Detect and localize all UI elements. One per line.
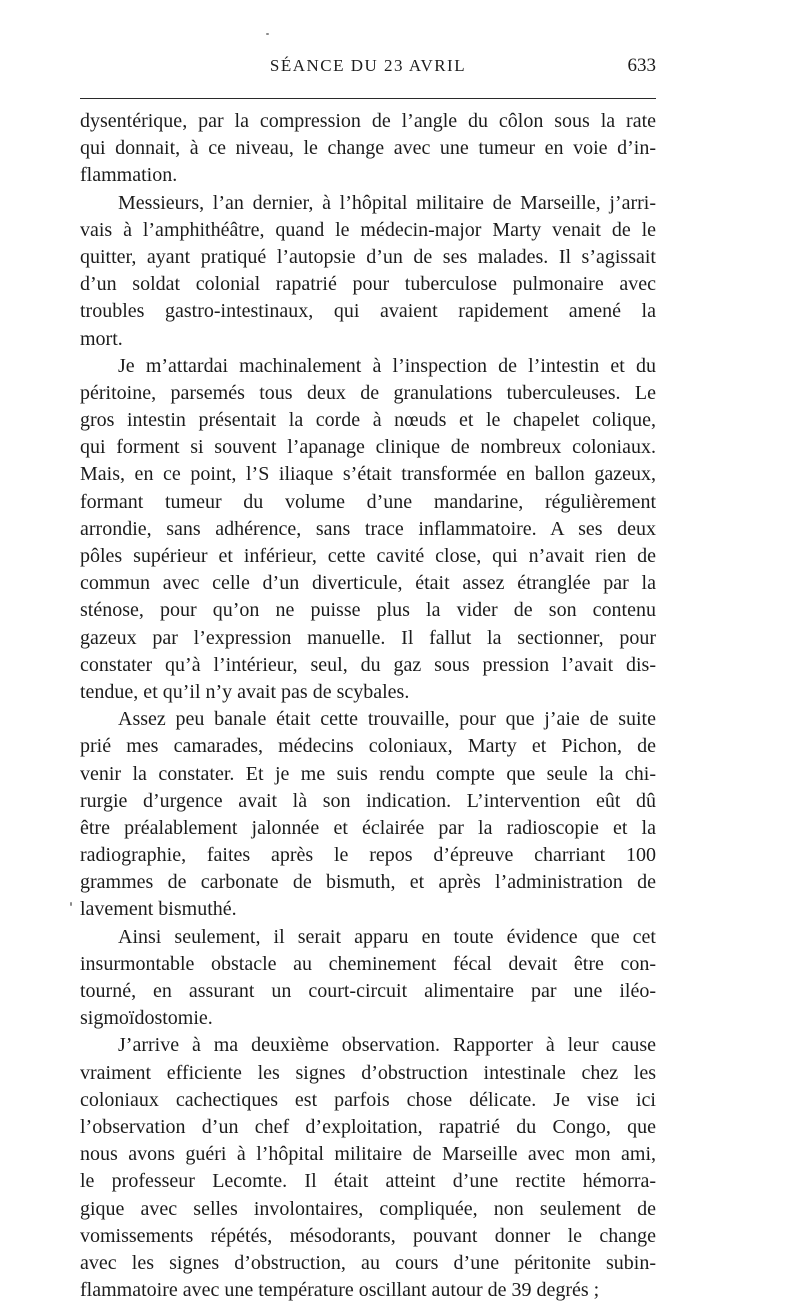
text-line: tourné, en assurant un court-circuit alimentaire par une iléo- [80, 980, 656, 1002]
text-line: le professeur Lecomte. Il était atteint d’une rectite hémorra- [80, 1170, 656, 1193]
text-line: l’observation d’un chef d’exploitation, rapatrié du Congo, que [80, 1115, 656, 1138]
running-title: SÉANCE DU 23 AVRIL [269, 56, 467, 75]
print-speck [266, 33, 269, 35]
text-line: Je m’attardai machinalement à l’inspection de l’intestin et du [118, 354, 656, 377]
text-line: qui donnait, à ce niveau, le change avec une tumeur en voie d’in- [80, 137, 656, 160]
text-line: avec les signes d’obstruction, au cours d’une péritonite subin- [80, 1251, 656, 1274]
text-line: nous avons guéri à l’hôpital militaire de Marseille avec mon ami, [80, 1143, 656, 1166]
text-line: vais à l’amphithéâtre, quand le médecin-major Marty venait de le [80, 218, 656, 241]
paragraph [80, 924, 656, 1033]
text-line: constater qu’à l’intérieur, seul, du gaz sous pression l’avait dis- [80, 653, 656, 676]
text-line: pôles supérieur et inférieur, cette cavité close, qui n’avait rien de [80, 545, 656, 567]
paragraph [80, 1032, 656, 1304]
running-header [80, 52, 656, 80]
text-line: mort. [80, 327, 123, 350]
text-line: lavement bismuthé. [80, 898, 237, 921]
text-line: Mais, en ce point, l’S iliaque s’était transformée en ballon gazeux, [80, 463, 656, 486]
text-line: radiographie, faites après le repos d’épreuve charriant 100 [80, 844, 656, 867]
text-line: sigmoïdostomie. [80, 1007, 213, 1030]
text-line: insurmontable obstacle au cheminement fécal devait être con- [80, 952, 656, 975]
print-speck [70, 902, 72, 906]
text-line: qui forment si souvent l’apanage clinique de nombreux coloniaux. [80, 436, 656, 459]
text-line: commun avec celle d’un diverticule, était assez étranglée par la [80, 572, 656, 595]
text-line: arrondie, sans adhérence, sans trace inflammatoire. A ses deux [80, 517, 656, 540]
text-line: grammes de carbonate de bismuth, et après l’administration de [80, 871, 656, 894]
text-line: d’un soldat colonial rapatrié pour tuberculose pulmonaire avec [80, 273, 656, 296]
text-line: tendue, et qu’il n’y avait pas de scybales. [80, 680, 410, 703]
text-line: troubles gastro-intestinaux, qui avaient rapidement amené la [80, 300, 656, 323]
text-line: Assez peu banale était cette trouvaille, pour que j’aie de suite [118, 708, 656, 731]
text-line: J’arrive à ma deuxième observation. Rapporter à leur cause [118, 1034, 656, 1057]
page-number: 633 [627, 55, 656, 76]
text-line: vraiment efficiente les signes d’obstruction intestinale chez les [80, 1061, 656, 1084]
text-line: coloniaux cachectiques est parfois chose délicate. Je vise ici [80, 1088, 656, 1111]
paragraph [80, 706, 656, 924]
text-line: être préalablement jalonnée et éclairée par la radioscopie et la [80, 816, 656, 839]
text-line: venir la constater. Et je me suis rendu compte que seule la chi- [80, 762, 656, 785]
text-line: vomissements répétés, mésodorants, pouvant donner le change [80, 1224, 656, 1247]
header-rule [80, 98, 656, 99]
text-line: Ainsi seulement, il serait apparu en toute évidence que cet [118, 925, 656, 948]
text-line: gros intestin présentait la corde à nœuds et le chapelet colique, [80, 409, 656, 432]
text-line: quitter, ayant pratiqué l’autopsie d’un de ses malades. Il s’agissait [80, 245, 656, 268]
text-line: dysentérique, par la compression de l’angle du côlon sous la rate [80, 110, 656, 132]
paragraph [80, 190, 656, 353]
body-text [80, 108, 656, 1304]
paragraph [80, 353, 656, 706]
paragraph [80, 108, 656, 190]
text-line: gique avec selles involontaires, compliquée, non seulement de [80, 1197, 656, 1220]
text-line: sténose, pour qu’on ne puisse plus la vider de son contenu [80, 599, 656, 622]
text-line: formant tumeur du volume d’une mandarine, régulièrement [80, 490, 656, 513]
text-line: flammation. [80, 164, 178, 187]
text-line: rurgie d’urgence avait là son indication. L’intervention eût dû [80, 789, 656, 812]
text-line: péritoine, parsemés tous deux de granulations tuberculeuses. Le [80, 381, 656, 404]
text-line: Messieurs, l’an dernier, à l’hôpital militaire de Marseille, j’arri- [118, 191, 656, 214]
text-line: prié mes camarades, médecins coloniaux, Marty et Pichon, de [80, 735, 656, 758]
text-line: flammatoire avec une température oscillant autour de 39 degrés ; [80, 1279, 600, 1302]
text-line: gazeux par l’expression manuelle. Il fallut la sectionner, pour [80, 626, 656, 649]
